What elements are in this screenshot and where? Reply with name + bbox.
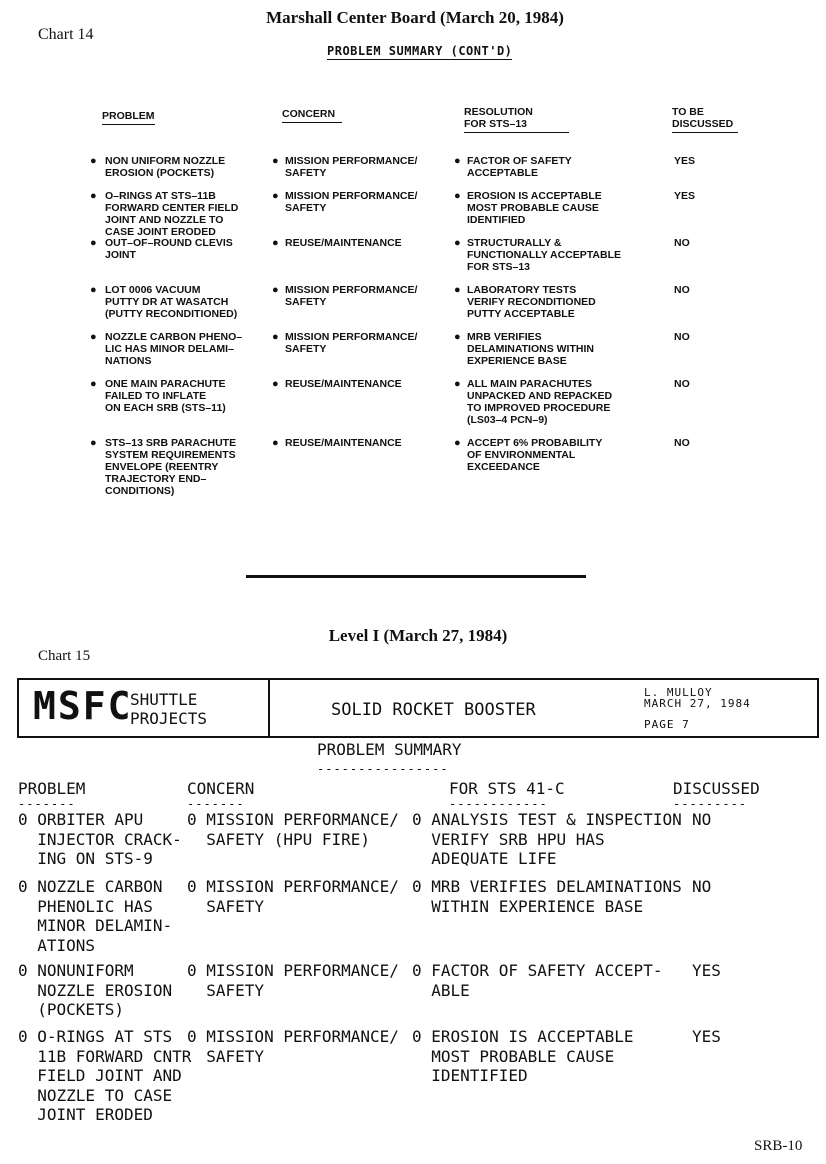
chart-15-cell-problem: 0 NOZZLE CARBON PHENOLIC HAS MINOR DELAMIN- ATIONS [18, 877, 173, 955]
chart-15-heading: SOLID ROCKET BOOSTER [331, 700, 536, 720]
bullet-icon: ● [454, 190, 461, 202]
chart-14-cell-problem: OUT–OF–ROUND CLEVIS JOINT [105, 237, 233, 261]
chart-15-label: Chart 15 [38, 648, 91, 664]
chart-15-cell-problem: 0 NONUNIFORM NOZZLE EROSION (POCKETS) [18, 961, 173, 1019]
chart-14-cell-concern: REUSE/MAINTENANCE [285, 378, 402, 390]
bullet-icon: ● [272, 284, 279, 296]
chart-14-cell-discussed: NO [674, 331, 690, 343]
chart-15-cell-concern: 0 MISSION PERFORMANCE/ SAFETY [187, 877, 399, 916]
chart-14-header-concern: CONCERN [282, 108, 342, 123]
section-divider [246, 575, 586, 578]
bullet-icon: ● [272, 237, 279, 249]
chart-14-cell-concern: REUSE/MAINTENANCE [285, 237, 402, 249]
chart-15-header-resolution: FOR STS 41-C [449, 779, 565, 798]
chart-14-header-discussed: TO BE DISCUSSED [672, 106, 738, 133]
chart-14-title: Marshall Center Board (March 20, 1984) [266, 8, 564, 27]
chart-14-cell-resolution: MRB VERIFIES DELAMINATIONS WITHIN EXPERIENCE BASE [467, 331, 594, 367]
bullet-icon: ● [454, 331, 461, 343]
chart-14-cell-problem: NON UNIFORM NOZZLE EROSION (POCKETS) [105, 155, 226, 179]
bullet-icon: ● [454, 437, 461, 449]
chart-15-cell-resolution: 0 EROSION IS ACCEPTABLE MOST PROBABLE CAUSE IDENTIFIED [412, 1027, 634, 1085]
chart-15-cell-discussed: NO [692, 877, 712, 896]
chart-15-cell-discussed: NO [692, 810, 712, 829]
chart-14-cell-concern: MISSION PERFORMANCE/ SAFETY [285, 331, 418, 355]
chart-15-header-box [17, 678, 819, 738]
chart-14-label: Chart 14 [38, 26, 94, 43]
chart-14-header-problem: PROBLEM [102, 110, 155, 125]
page-number: PAGE 7 [644, 718, 690, 731]
bullet-icon: ● [90, 331, 97, 343]
bullet-icon: ● [272, 378, 279, 390]
msfc-logo: MSFC [33, 684, 133, 728]
page-footer: SRB-10 [754, 1138, 803, 1154]
chart-15-subtitle-underline: ---------------- [317, 762, 449, 776]
chart-15-cell-resolution: 0 ANALYSIS TEST & INSPECTION VERIFY SRB HPU HAS ADEQUATE LIFE [412, 810, 682, 868]
bullet-icon: ● [454, 378, 461, 390]
chart-14-cell-discussed: NO [674, 284, 690, 296]
bullet-icon: ● [90, 237, 97, 249]
chart-15-header-concern: CONCERN [187, 779, 255, 798]
bullet-icon: ● [90, 378, 97, 390]
chart-15-header-discussed-underline: --------- [673, 797, 748, 811]
bullet-icon: ● [272, 190, 279, 202]
bullet-icon: ● [90, 190, 97, 202]
chart-15-header-problem-underline: ------- [18, 797, 76, 811]
chart-15-cell-discussed: YES [692, 1027, 721, 1046]
chart-14-cell-problem: LOT 0006 VACUUM PUTTY DR AT WASATCH (PUTTY RECONDITIONED) [105, 284, 238, 320]
chart-14-cell-discussed: NO [674, 378, 690, 390]
bullet-icon: ● [272, 437, 279, 449]
chart-14-cell-problem: O–RINGS AT STS–11B FORWARD CENTER FIELD JOINT AND NOZZLE TO CASE JOINT ERODED [105, 190, 239, 238]
bullet-icon: ● [90, 155, 97, 167]
logo-box [19, 680, 270, 736]
chart-14-cell-problem: STS–13 SRB PARACHUTE SYSTEM REQUIREMENTS ENVELOPE (REENTRY TRAJECTORY END– CONDITIONS) [105, 437, 237, 497]
chart-14-cell-concern: REUSE/MAINTENANCE [285, 437, 402, 449]
chart-14-cell-discussed: YES [674, 155, 696, 167]
chart-15-header-problem: PROBLEM [18, 779, 86, 798]
bullet-icon: ● [272, 331, 279, 343]
chart-15-cell-discussed: YES [692, 961, 721, 980]
chart-15-subtitle: PROBLEM SUMMARY [317, 740, 462, 759]
chart-15-cell-concern: 0 MISSION PERFORMANCE/ SAFETY (HPU FIRE) [187, 810, 399, 849]
chart-14-cell-problem: NOZZLE CARBON PHENO– LIC HAS MINOR DELAMI– NATIONS [105, 331, 243, 367]
bullet-icon: ● [272, 155, 279, 167]
chart-14-header-resolution: RESOLUTION FOR STS–13 [464, 106, 569, 133]
chart-15-cell-concern: 0 MISSION PERFORMANCE/ SAFETY [187, 961, 399, 1000]
chart-14-cell-resolution: FACTOR OF SAFETY ACCEPTABLE [467, 155, 572, 179]
chart-15-title: Level I (March 27, 1984) [328, 626, 508, 645]
bullet-icon: ● [90, 437, 97, 449]
chart-15-header-resolution-underline: ------------ [449, 797, 548, 811]
org-name: SHUTTLE PROJECTS [130, 690, 208, 728]
bullet-icon: ● [90, 284, 97, 296]
chart-14-cell-problem: ONE MAIN PARACHUTE FAILED TO INFLATE ON EACH SRB (STS–11) [105, 378, 226, 414]
chart-14-cell-discussed: NO [674, 237, 690, 249]
chart-14-cell-concern: MISSION PERFORMANCE/ SAFETY [285, 155, 418, 179]
chart-15-cell-concern: 0 MISSION PERFORMANCE/ SAFETY [187, 1027, 399, 1066]
chart-14-cell-discussed: NO [674, 437, 690, 449]
chart-14-cell-resolution: STRUCTURALLY & FUNCTIONALLY ACCEPTABLE FOR STS–13 [467, 237, 622, 273]
bullet-icon: ● [454, 155, 461, 167]
chart-14-cell-discussed: YES [674, 190, 696, 202]
bullet-icon: ● [454, 237, 461, 249]
chart-14-subtitle: PROBLEM SUMMARY (CONT'D) [327, 44, 513, 58]
chart-15-header-discussed: DISCUSSED [673, 779, 760, 798]
chart-15-cell-problem: 0 ORBITER APU INJECTOR CRACK- ING ON STS-9 [18, 810, 182, 868]
chart-14-cell-resolution: LABORATORY TESTS VERIFY RECONDITIONED PUTTY ACCEPTABLE [467, 284, 596, 320]
chart-14-cell-concern: MISSION PERFORMANCE/ SAFETY [285, 190, 418, 214]
chart-14-cell-concern: MISSION PERFORMANCE/ SAFETY [285, 284, 418, 308]
chart-14-cell-resolution: ACCEPT 6% PROBABILITY OF ENVIRONMENTAL EXCEEDANCE [467, 437, 603, 473]
chart-14-cell-resolution: EROSION IS ACCEPTABLE MOST PROBABLE CAUSE IDENTIFIED [467, 190, 602, 226]
chart-14-cell-resolution: ALL MAIN PARACHUTES UNPACKED AND REPACKED TO IMPROVED PROCEDURE (LS03–4 PCN–9) [467, 378, 613, 426]
chart-15-cell-resolution: 0 MRB VERIFIES DELAMINATIONS WITHIN EXPERIENCE BASE [412, 877, 682, 916]
chart-15-cell-problem: 0 O-RINGS AT STS 11B FORWARD CNTR FIELD JOINT AND NOZZLE TO CASE JOINT ERODED [18, 1027, 192, 1124]
chart-15-cell-resolution: 0 FACTOR OF SAFETY ACCEPT- ABLE [412, 961, 663, 1000]
bullet-icon: ● [454, 284, 461, 296]
chart-15-header-concern-underline: ------- [187, 797, 245, 811]
author-date: L. MULLOY MARCH 27, 1984 [644, 686, 751, 710]
